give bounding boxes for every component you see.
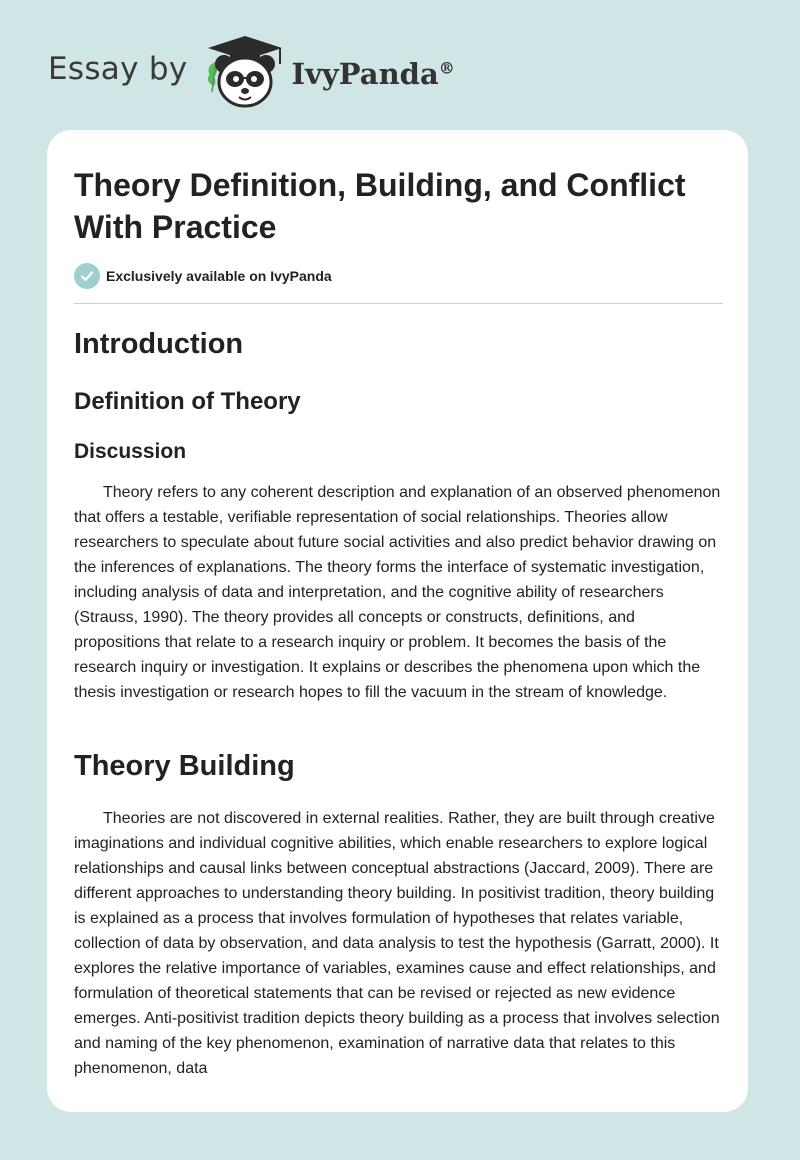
registered-mark: ®	[438, 58, 455, 78]
panda-logo-icon[interactable]	[202, 34, 288, 110]
brand-name[interactable]: IvyPanda®	[291, 57, 455, 91]
paragraph-theory-definition: Theory refers to any coherent description and explanation of an observed phenomenon that offers a testable, verifiable representation of social relationships. Theories allow researchers to speculate about future social activities and also predict behavior drawing on the inferences of explanations. The theory forms the interface of systematic investigation, including analysis of data and interpretation, and the cognitive ability of researchers (Strauss, 1990). The theory provides all concepts or constructs, definitions, and propositions that relate to a research inquiry or problem. It becomes the basis of the research inquiry or investigation. It explains or describes the phenomena upon which the thesis investigation or research hopes to fill the vacuum in the stream of knowledge.	[74, 484, 721, 701]
site-header	[48, 34, 455, 110]
discussion-heading: Discussion	[74, 440, 187, 463]
page-title: Theory Definition, Building, and Conflict With Practice	[74, 167, 686, 245]
theory-building-heading: Theory Building	[74, 750, 295, 782]
divider	[74, 303, 723, 304]
essay-by-label: Essay by	[48, 51, 188, 87]
paragraph-theory-building: Theories are not discovered in external realities. Rather, they are built through creative imaginations and individual cognitive abilities, which enable researchers to explore logical relationships and causal links between conceptual abstractions (Jaccard, 2009). There are different approaches to understanding theory building. In positivist tradition, theory building is explained as a process that involves formulation of hypotheses that relates variable, collection of data by observation, and data analysis to test the hypothesis (Garratt, 2000). It explores the relative importance of variables, examines cause and effect relationships, and formulation of theoretical statements that can be revised or rejected as new evidence emerges. Anti-positivist tradition depicts theory building as a process that involves selection and naming of the key phenomenon, examination of narrative data that relates to this phenomenon, data	[74, 810, 720, 1077]
exclusive-badge-label: Exclusively available on IvyPanda	[106, 268, 332, 284]
essay-card	[47, 130, 748, 1112]
checkmark-icon	[74, 263, 100, 289]
definition-of-theory-heading: Definition of Theory	[74, 388, 301, 415]
introduction-heading: Introduction	[74, 328, 244, 360]
exclusive-badge	[74, 263, 332, 289]
